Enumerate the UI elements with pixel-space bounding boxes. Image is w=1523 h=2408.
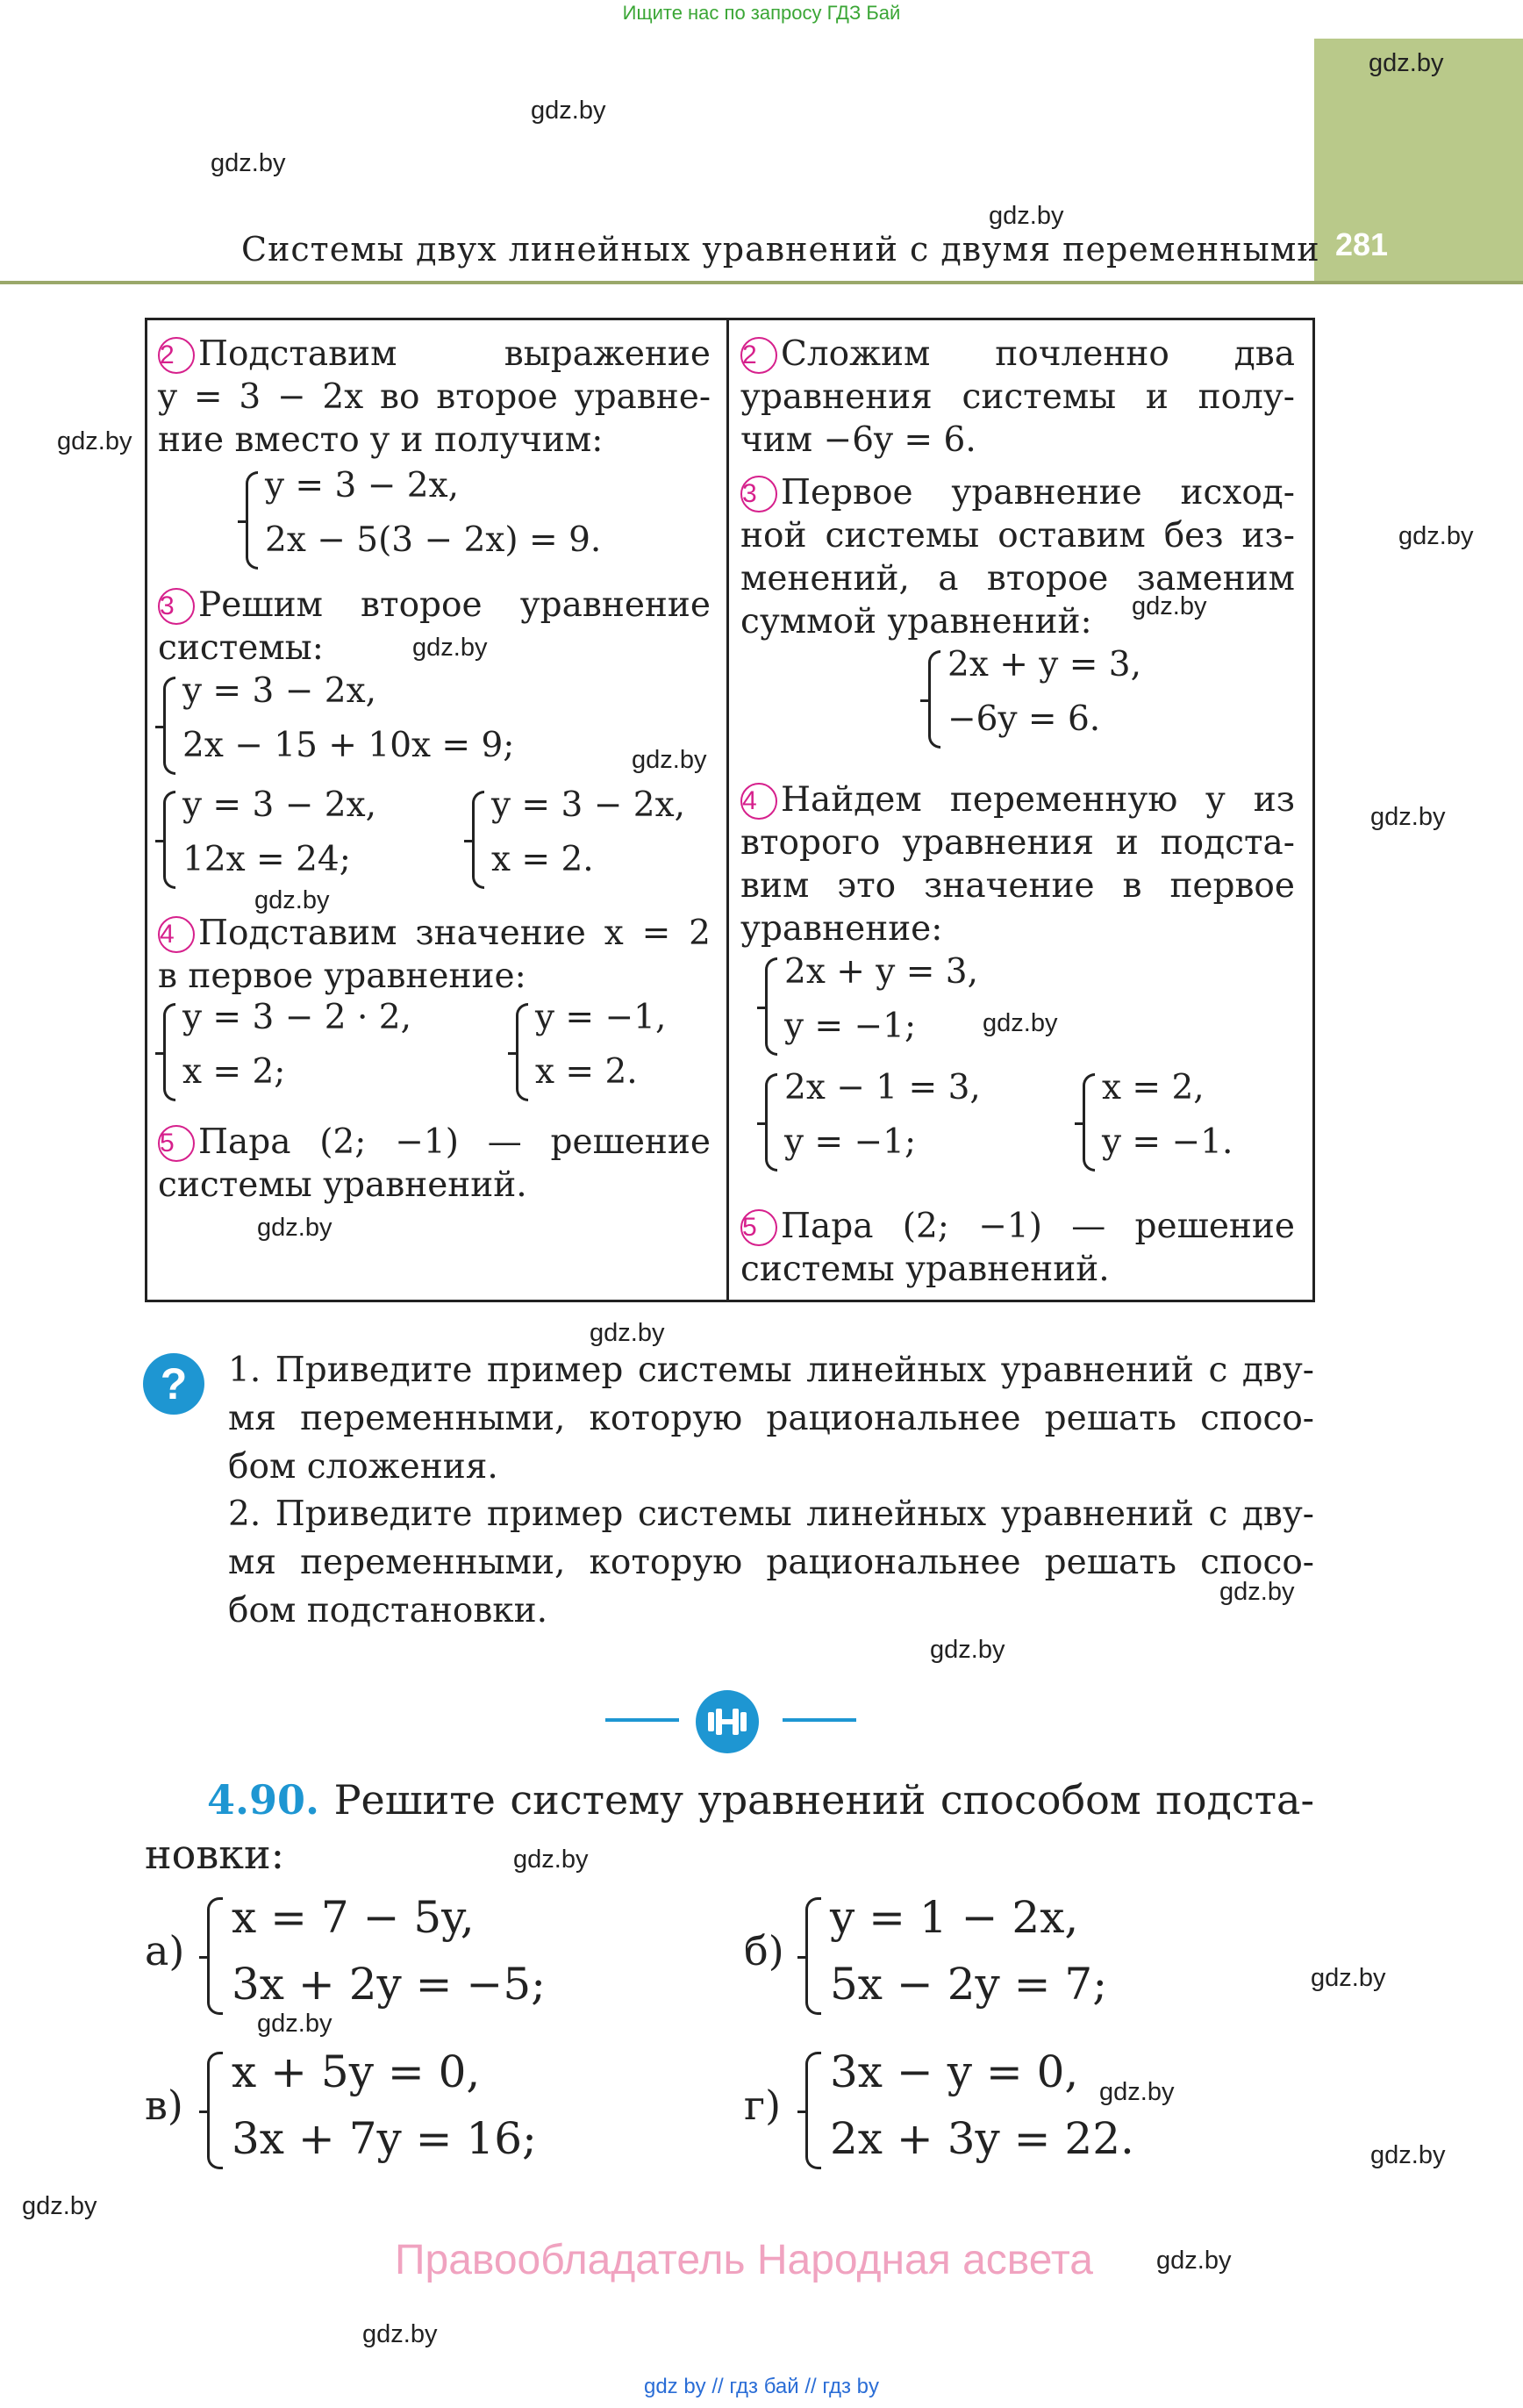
system-brace: [765, 1073, 777, 1172]
left-system-5: y = 3 − 2 · 2, x = 2;: [163, 998, 461, 1103]
left-system-1: y = 3 − 2x, 2x − 5(3 − 2x) = 9.: [246, 466, 702, 571]
part-a-label: а): [145, 1927, 185, 1974]
question-icon: ?: [143, 1353, 204, 1415]
watermark: gdz.by: [257, 2010, 332, 2038]
divider-line-left: [605, 1718, 679, 1722]
table-column-divider: [726, 320, 729, 1300]
watermark: gdz.by: [1370, 2141, 1446, 2169]
right-system-1: 2x + y = 3, −6y = 6.: [928, 645, 1244, 750]
watermark: gdz.by: [211, 149, 286, 177]
part-a-system: x = 7 − 5y, 3x + 2y = −5;: [207, 1892, 611, 2015]
watermark: gdz.by: [590, 1319, 665, 1347]
right-system-3: 2x − 1 = 3, y = −1;: [765, 1068, 1028, 1173]
right-step-3: 3 Первое уравнение исход- ной системы оставим без из- менений, а второе заменим суммой уравнений:: [740, 473, 1295, 641]
part-g-system: 3x − y = 0, 2x + 3y = 22.: [805, 2046, 1174, 2169]
watermark: gdz.by: [1132, 592, 1207, 620]
step-number-badge: 4: [158, 916, 195, 953]
left-step-5: 5 Пара (2; −1) — решение системы уравнений.: [158, 1122, 711, 1205]
right-system-2: 2x + y = 3, y = −1;: [765, 952, 1063, 1057]
step-number-badge: 5: [158, 1125, 195, 1162]
left-step-4: 4 Подставим значение x = 2 в первое уравнение:: [158, 914, 711, 996]
question-1: 1. Приведите пример системы линейных уравнений с дву- мя переменными, которую рациональнее решать спосо- бом сложения.: [228, 1351, 1314, 1487]
system-brace: [765, 957, 777, 1056]
watermark: gdz.by: [1369, 49, 1444, 77]
step-number-badge: 2: [158, 337, 195, 374]
watermark: gdz.by: [362, 2320, 438, 2348]
exercise-number: 4.90.: [207, 1776, 320, 1824]
top-note: Ищите нас по запросу ГДЗ Бай: [622, 2, 901, 24]
question-2: 2. Приведите пример системы линейных уравнений с дву- мя переменными, которую рациональнее решать спосо- бом подстановки.: [228, 1494, 1314, 1630]
footer-links[interactable]: gdz by // гдз бай // гдз by: [643, 2375, 880, 2398]
left-system-4: y = 3 − 2x, x = 2.: [472, 785, 700, 891]
watermark: gdz.by: [930, 1636, 1005, 1664]
part-v-system: x + 5y = 0, 3x + 7y = 16;: [207, 2046, 611, 2169]
system-brace: [207, 2052, 223, 2169]
divider-line-right: [783, 1718, 856, 1722]
exercise-title: 4.90. Решите систему уравнений способом подста-: [207, 1776, 1315, 1824]
watermark: gdz.by: [1156, 2247, 1232, 2275]
left-system-3: y = 3 − 2x, 12x = 24;: [163, 785, 426, 891]
exercise-title-cont: новки:: [145, 1831, 285, 1878]
watermark: gdz.by: [513, 1845, 589, 1874]
dumbbell-icon: [696, 1690, 759, 1753]
copyright-owner: Правообладатель Народная асвета: [395, 2237, 1093, 2283]
system-brace: [163, 677, 175, 775]
watermark: gdz.by: [531, 97, 606, 125]
system-brace: [163, 791, 175, 889]
dumbbell-glyph: [696, 1690, 759, 1753]
watermark: gdz.by: [1398, 522, 1474, 550]
watermark: gdz.by: [983, 1009, 1058, 1037]
part-b-label: б): [744, 1927, 784, 1974]
left-step-2: 2 Подставим выражение y = 3 − 2x во второе уравне- ние вместо y и получим:: [158, 334, 711, 460]
right-system-4: x = 2, y = −1.: [1083, 1068, 1276, 1173]
watermark: gdz.by: [257, 1214, 332, 1242]
watermark: gdz.by: [1099, 2078, 1175, 2106]
step-number-badge: 3: [158, 588, 195, 625]
system-brace: [1083, 1073, 1095, 1172]
part-v-label: в): [145, 2082, 183, 2129]
watermark: gdz.by: [22, 2192, 97, 2220]
right-step-2: 2 Сложим почленно два уравнения системы и полу- чим −6y = 6.: [740, 334, 1295, 460]
system-brace: [163, 1003, 175, 1101]
system-brace: [805, 2052, 821, 2169]
watermark: gdz.by: [412, 634, 488, 662]
watermark: gdz.by: [632, 746, 707, 774]
step-number-badge: 4: [740, 783, 777, 820]
page-header-title: Системы двух линейных уравнений с двумя переменными: [241, 230, 1320, 269]
watermark: gdz.by: [254, 886, 330, 914]
right-step-5: 5 Пара (2; −1) — решение системы уравнений.: [740, 1207, 1295, 1289]
watermark: gdz.by: [1311, 1964, 1386, 1992]
left-step-3: 3 Решим второе уравнение системы:: [158, 585, 711, 668]
solution-comparison-table: [145, 318, 1315, 1302]
part-b-system: y = 1 − 2x, 5x − 2y = 7;: [805, 1892, 1174, 2015]
watermark: gdz.by: [1370, 803, 1446, 831]
part-g-label: г): [744, 2082, 782, 2129]
system-brace: [805, 1897, 821, 2015]
system-brace: [207, 1897, 223, 2015]
step-number-badge: 3: [740, 476, 777, 512]
right-step-4: 4 Найдем переменную y из второго уравнения и подста- вим это значение в первое уравнение:: [740, 780, 1295, 949]
system-brace: [516, 1003, 528, 1101]
system-brace: [928, 650, 940, 749]
page-number: 281: [1335, 226, 1389, 262]
header-rule: [0, 281, 1523, 284]
system-brace: [472, 791, 484, 889]
left-system-2: y = 3 − 2x, 2x − 15 + 10x = 9;: [163, 671, 532, 777]
watermark: gdz.by: [989, 202, 1064, 230]
watermark: gdz.by: [1219, 1578, 1295, 1606]
watermark: gdz.by: [57, 427, 132, 455]
system-brace: [246, 471, 258, 570]
step-number-badge: 5: [740, 1209, 777, 1246]
left-system-6: y = −1, x = 2.: [516, 998, 691, 1103]
step-number-badge: 2: [740, 337, 777, 374]
